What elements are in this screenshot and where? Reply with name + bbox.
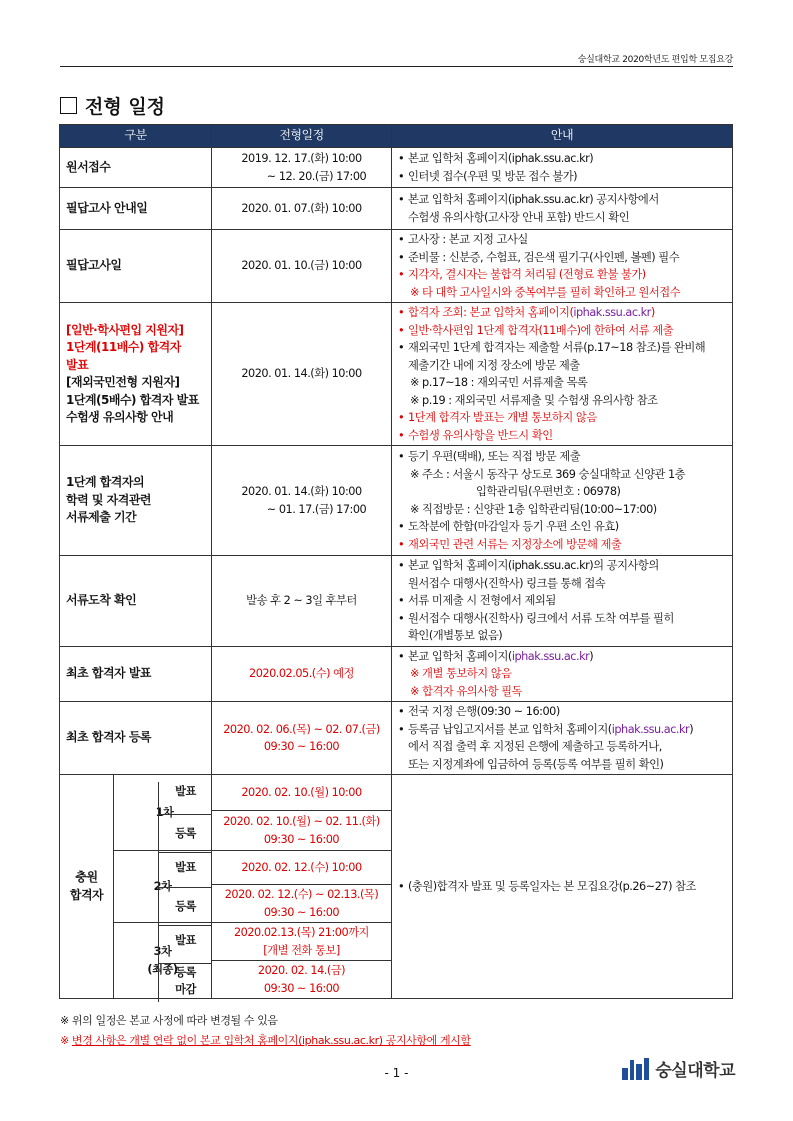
row-category: 필답고사 안내일 bbox=[60, 188, 212, 230]
row-category: 1단계 합격자의 학력 및 자격관련 서류제출 기간 bbox=[60, 446, 212, 556]
label-register-1: 등록 bbox=[158, 814, 212, 853]
homepage-link[interactable]: iphak.ssu.ac.kr bbox=[573, 306, 651, 319]
col-header-schedule: 전형일정 bbox=[212, 125, 392, 148]
table-row bbox=[60, 230, 733, 303]
col-header-category: 구분 bbox=[60, 125, 212, 148]
row-date: 2020. 01. 14.(화) 10:00 ~ 01. 17.(금) 17:00 bbox=[212, 446, 392, 556]
table-row bbox=[60, 646, 733, 702]
round-1: 1차 bbox=[114, 775, 212, 851]
row-info: • 본교 입학처 홈페이지(iphak.ssu.ac.kr) ※ 개별 통보하지 않음 ※ 합격자 유의사항 필독 bbox=[392, 646, 733, 702]
table-row bbox=[60, 148, 733, 188]
section-title-text: 전형 일정 bbox=[85, 96, 166, 118]
row-category: 충원 합격자 bbox=[60, 775, 114, 999]
row-category: 최초 합격자 발표 bbox=[60, 646, 212, 702]
table-row bbox=[60, 188, 733, 230]
footnote-2: ※ 변경 사항은 개별 연락 없이 본교 입학처 홈페이지(iphak.ssu.ac.kr) 공지사항에 게시함 bbox=[60, 1034, 471, 1047]
round3-register-date: 2020. 02. 14.(금) 09:30 ~ 16:00 bbox=[212, 961, 392, 999]
row-category: 원서접수 bbox=[60, 148, 212, 188]
round-2: 2차 bbox=[114, 851, 212, 923]
round2-register-date: 2020. 02. 12.(수) ~ 02.13.(목) 09:30 ~ 16:00 bbox=[212, 885, 392, 923]
row-category: 필답고사일 bbox=[60, 230, 212, 303]
table-row bbox=[60, 446, 733, 556]
row-date: 2020. 01. 14.(화) 10:00 bbox=[212, 303, 392, 446]
label-register-2: 등록 bbox=[158, 887, 212, 926]
university-logo bbox=[622, 1056, 735, 1081]
running-header bbox=[60, 56, 733, 67]
row-info: • 본교 입학처 홈페이지(iphak.ssu.ac.kr) • 인터넷 접수(우편 및 방문 접수 불가) bbox=[392, 148, 733, 188]
round-3: 3차 (최종) bbox=[114, 923, 212, 999]
logo-name: 숭실대학교 bbox=[655, 1061, 735, 1081]
section-title bbox=[60, 92, 165, 119]
row-info: • 전국 지정 은행(09:30 ~ 16:00) • 등록금 납입고지서를 본교 입학처 홈페이지(iphak.ssu.ac.kr) 에서 직접 출력 후 지정된 은행에 제출하고 등록하거나, 또는 지정계좌에 입금하여 등록(등록 여부를 필히 확인) bbox=[392, 702, 733, 775]
row-category: [일반·학사편입 지원자] 1단계(11배수) 합격자 발표 [재외국민전형 지원자] 1단계(5배수) 합격자 발표 수험생 유의사항 안내 bbox=[60, 303, 212, 446]
page-number: - 1 - bbox=[384, 1066, 409, 1080]
logo-mark-icon bbox=[622, 1058, 649, 1080]
row-info: • 고사장 : 본교 지정 고사실 • 준비물 : 신분증, 수험표, 검은색 필기구(사인펜, 볼펜) 필수 • 지각자, 결시자는 불합격 처리됨 (전형료 환불 불가) ※ 타 대학 고사일시와 중복여부를 필히 확인하고 원서접수 bbox=[392, 230, 733, 303]
row-date: 2020. 02. 06.(목) ~ 02. 07.(금) 09:30 ~ 16:00 bbox=[212, 702, 392, 775]
table-row bbox=[60, 702, 733, 775]
footnote-1: ※ 위의 일정은 본교 사정에 따라 변경될 수 있음 bbox=[60, 1014, 278, 1027]
round3-announce-date: 2020.02.13.(목) 21:00까지 [개별 전화 통보] bbox=[212, 923, 392, 961]
label-announce-2: 발표 bbox=[158, 852, 212, 888]
table-row bbox=[60, 303, 733, 446]
homepage-link[interactable]: iphak.ssu.ac.kr bbox=[611, 722, 690, 736]
homepage-link[interactable]: iphak.ssu.ac.kr bbox=[511, 649, 590, 663]
row-date: 2019. 12. 17.(화) 10:00 ~ 12. 20.(금) 17:00 bbox=[212, 148, 392, 188]
row-info: • (충원)합격자 발표 및 등록일자는 본 모집요강(p.26~27) 참조 bbox=[392, 775, 733, 999]
row-category: 서류도착 확인 bbox=[60, 556, 212, 647]
round1-announce-date: 2020. 02. 10.(월) 10:00 bbox=[212, 775, 392, 811]
label-announce-1: 발표 bbox=[158, 782, 212, 815]
row-date: 2020. 01. 10.(금) 10:00 bbox=[212, 230, 392, 303]
table-header-row bbox=[60, 125, 733, 148]
round1-register-date: 2020. 02. 10.(월) ~ 02. 11.(화) 09:30 ~ 16:00 bbox=[212, 811, 392, 851]
row-info: • 합격자 조회: 본교 입학처 홈페이지(iphak.ssu.ac.kr) • 일반·학사편입 1단계 합격자(11배수)에 한하여 서류 제출 • 재외국민 1단계 합격자는 제출할 서류(p.17~18 참조)를 완비해 제출기간 내에 지정 장소에 방문 제출 ※ p.17~18 : 재외국민 서류제출 목록 ※ p.19 : 재외국민 서류제출 및 수험생 유의사항 참조 • 1단계 합격자 발표는 개별 통보하지 않음 • 수험생 유의사항을 반드시 확인 bbox=[392, 303, 733, 446]
label-announce-3: 발표 bbox=[158, 925, 212, 964]
row-info: • 본교 입학처 홈페이지(iphak.ssu.ac.kr) 공지사항에서 수험생 유의사항(고사장 안내 포함) 반드시 확인 bbox=[392, 188, 733, 230]
row-date: 2020. 01. 07.(화) 10:00 bbox=[212, 188, 392, 230]
col-header-info: 안내 bbox=[392, 125, 733, 148]
row-date: 발송 후 2 ~ 3일 후부터 bbox=[212, 556, 392, 647]
row-info: • 본교 입학처 홈페이지(iphak.ssu.ac.kr)의 공지사항의 원서접수 대행사(진학사) 링크를 통해 접속 • 서류 미제출 시 전형에서 제외됨 • 원서접수 대행사(진학사) 링크에서 서류 도착 여부를 필히 확인(개별통보 없음) bbox=[392, 556, 733, 647]
label-register-end: 등록 마감 bbox=[158, 963, 212, 1002]
table-row bbox=[60, 556, 733, 647]
checkbox-square-icon bbox=[60, 97, 77, 114]
row-category: 최초 합격자 등록 bbox=[60, 702, 212, 775]
doc-title: 숭실대학교 2020학년도 편입학 모집요강 bbox=[577, 55, 733, 65]
round2-announce-date: 2020. 02. 12.(수) 10:00 bbox=[212, 851, 392, 885]
row-date: 2020.02.05.(수) 예정 bbox=[212, 646, 392, 702]
row-info: • 등기 우편(택배), 또는 직접 방문 제출 ※ 주소 : 서울시 동작구 상도로 369 숭실대학교 신양관 1층 입학관리팀(우편번호 : 06978) ※ 직접방문 : 신양관 1층 입학관리팀(10:00~17:00) • 도착분에 한함(마감일자 등기 우편 소인 유효) • 재외국민 관련 서류는 지정장소에 방문해 제출 bbox=[392, 446, 733, 556]
